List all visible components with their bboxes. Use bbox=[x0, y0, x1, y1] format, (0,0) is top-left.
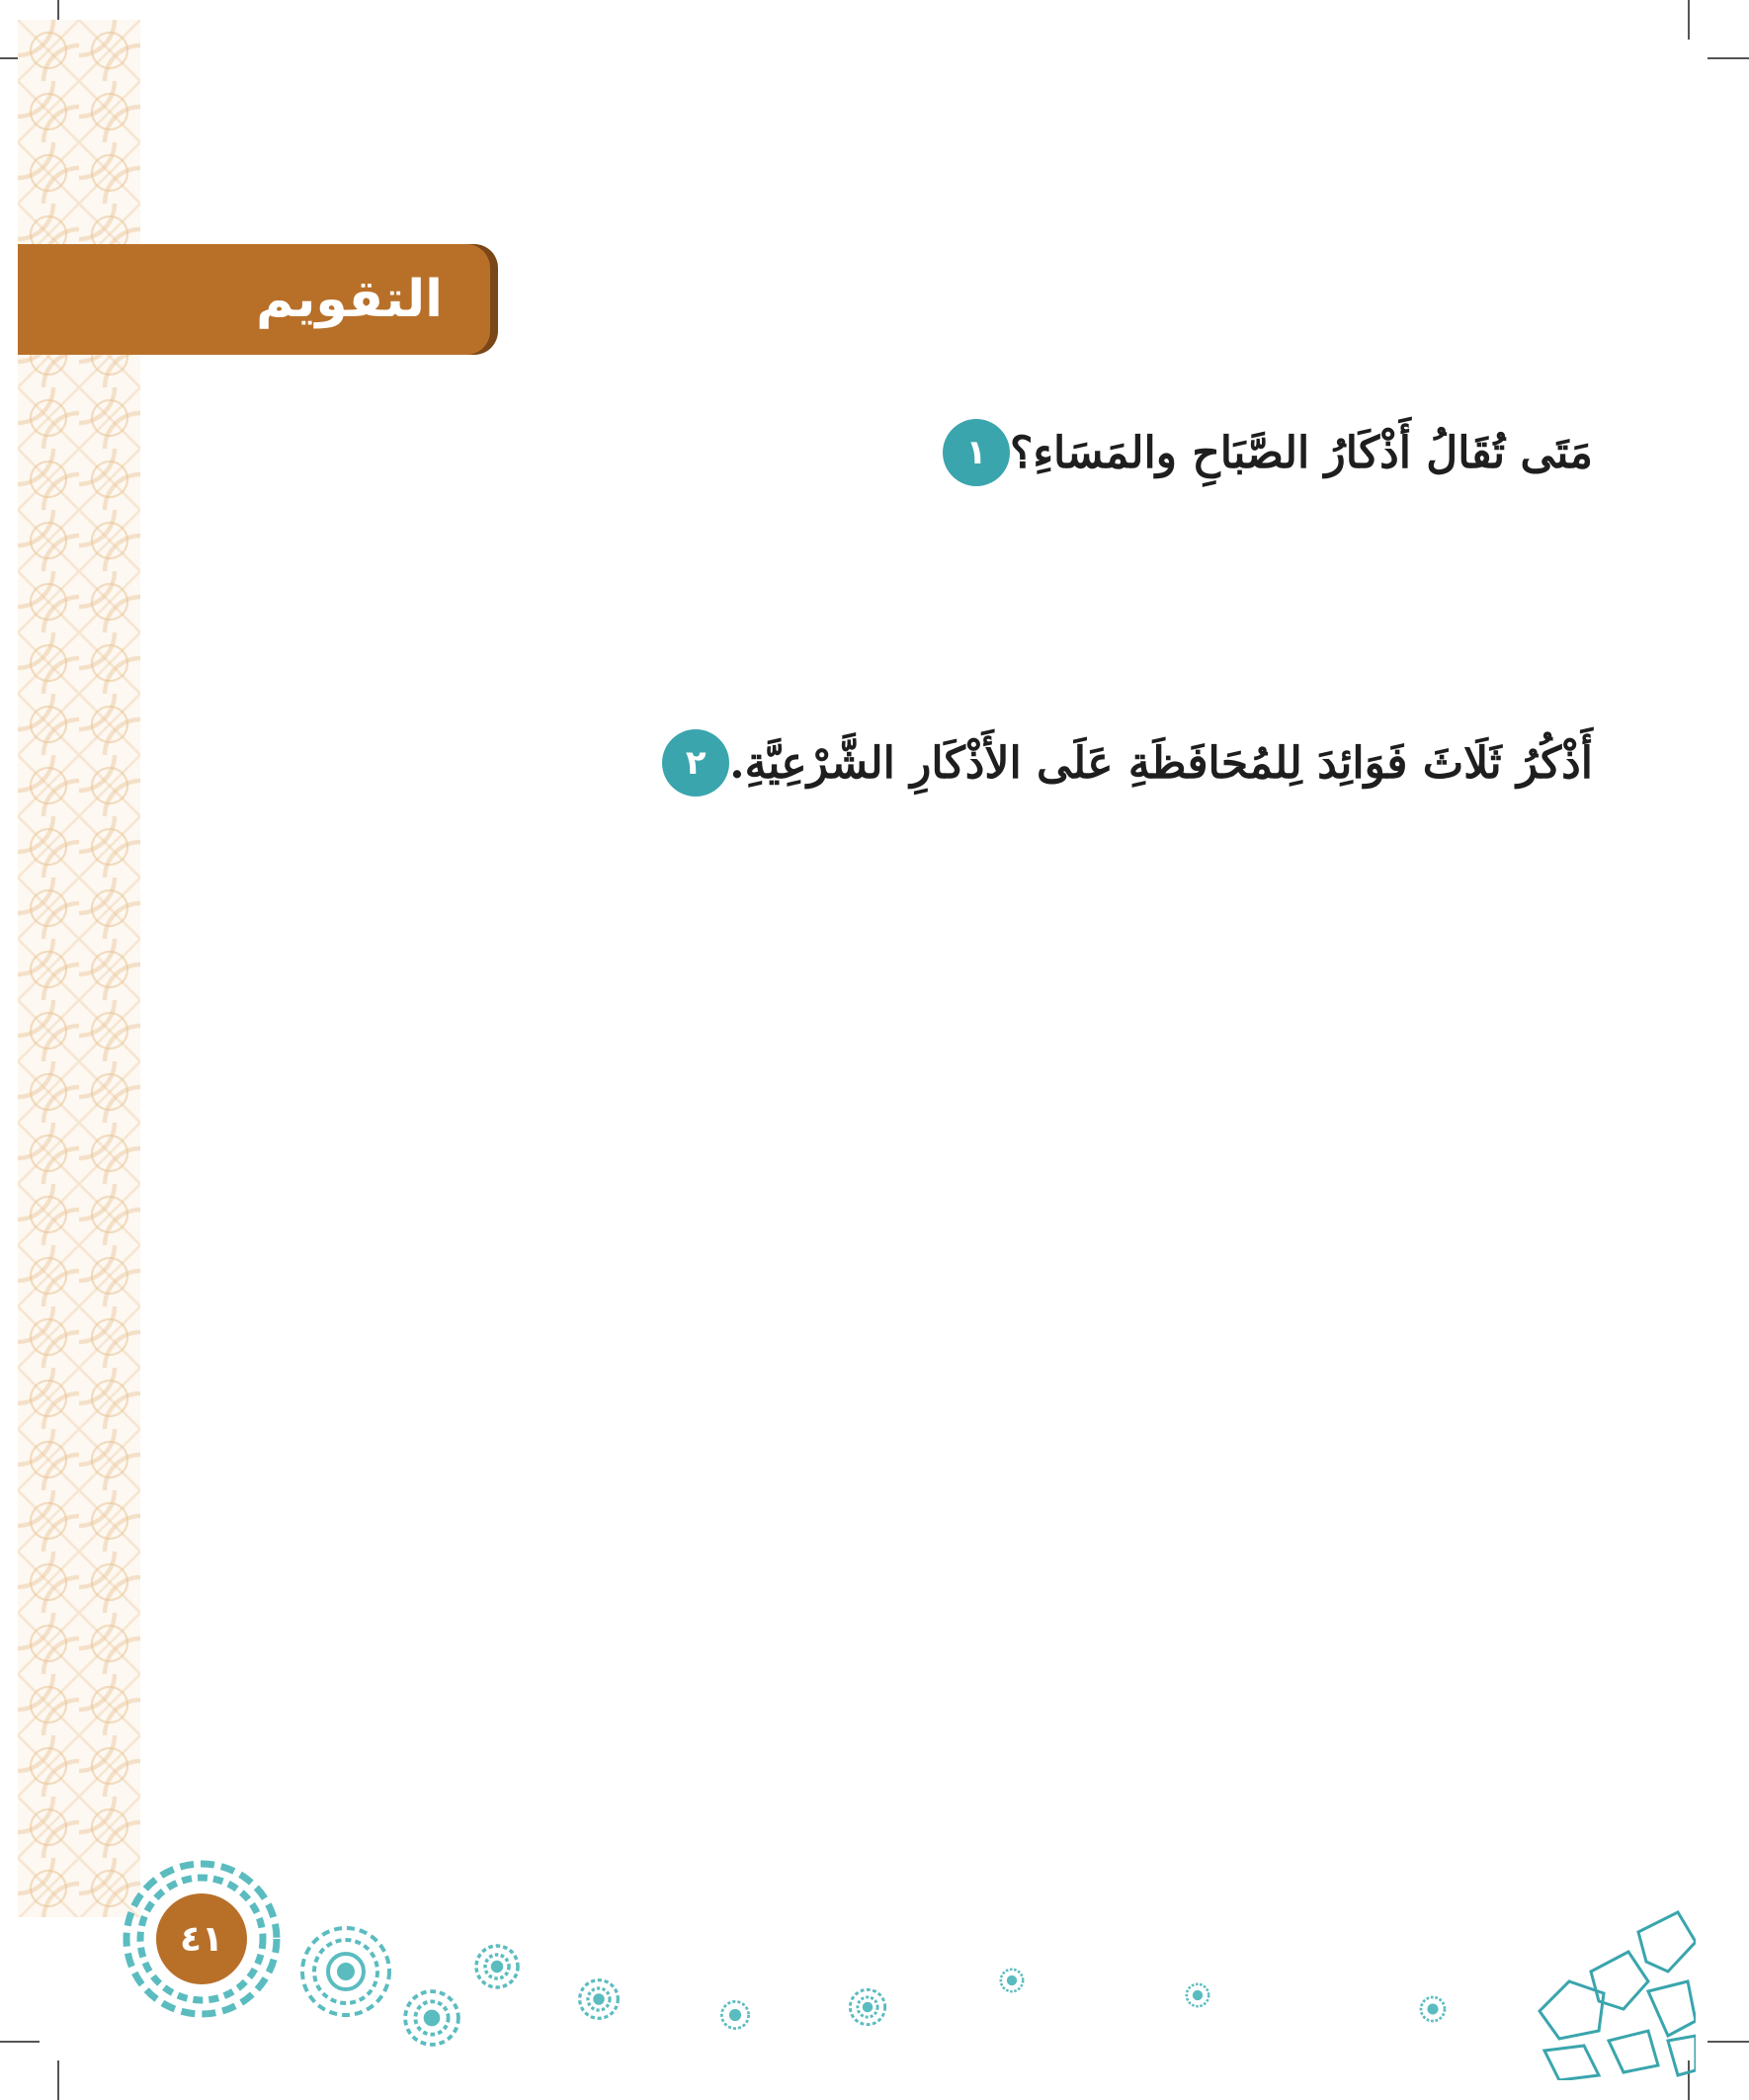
page-number-medallion bbox=[119, 1856, 285, 2022]
rosette-ornament-icon bbox=[718, 1998, 752, 2032]
page-number: ٤١ bbox=[156, 1893, 247, 1984]
crop-mark bbox=[57, 2060, 59, 2100]
rosette-ornament-icon bbox=[847, 1986, 888, 2028]
rosette-ornament-icon bbox=[998, 1967, 1026, 1994]
rosette-ornament-icon bbox=[472, 1942, 522, 1991]
rosette-ornament-icon bbox=[400, 1986, 463, 2050]
rosette-ornament-icon bbox=[576, 1976, 622, 2022]
rosette-ornament-icon bbox=[1184, 1981, 1211, 2009]
crop-mark bbox=[0, 2041, 40, 2043]
question-item bbox=[911, 413, 1593, 492]
section-header-banner bbox=[18, 244, 490, 355]
rosette-ornament-icon bbox=[296, 1922, 395, 2021]
question-item bbox=[630, 723, 1593, 802]
section-title: التقويم bbox=[256, 270, 443, 329]
question-text: أَذْكُرُ ثَلَاثَ فَوَائِدَ لِلمُحَافَظَةِ عَلَى الأَذْكَارِ الشَّرْعِيَّةِ. bbox=[729, 737, 1593, 789]
question-number-badge: ٢ bbox=[662, 729, 729, 797]
question-number-badge: ١ bbox=[943, 419, 1010, 486]
crop-mark bbox=[1707, 2041, 1749, 2043]
question-text: مَتَى تُقَالُ أَذْكَارُ الصَّبَاحِ والمَسَاءِ؟ bbox=[1010, 427, 1593, 478]
crop-mark bbox=[1707, 57, 1749, 59]
geometric-corner-ornament-icon bbox=[1530, 1902, 1696, 2080]
rosette-ornament-icon bbox=[1418, 1994, 1448, 2024]
crop-mark bbox=[1688, 0, 1690, 40]
